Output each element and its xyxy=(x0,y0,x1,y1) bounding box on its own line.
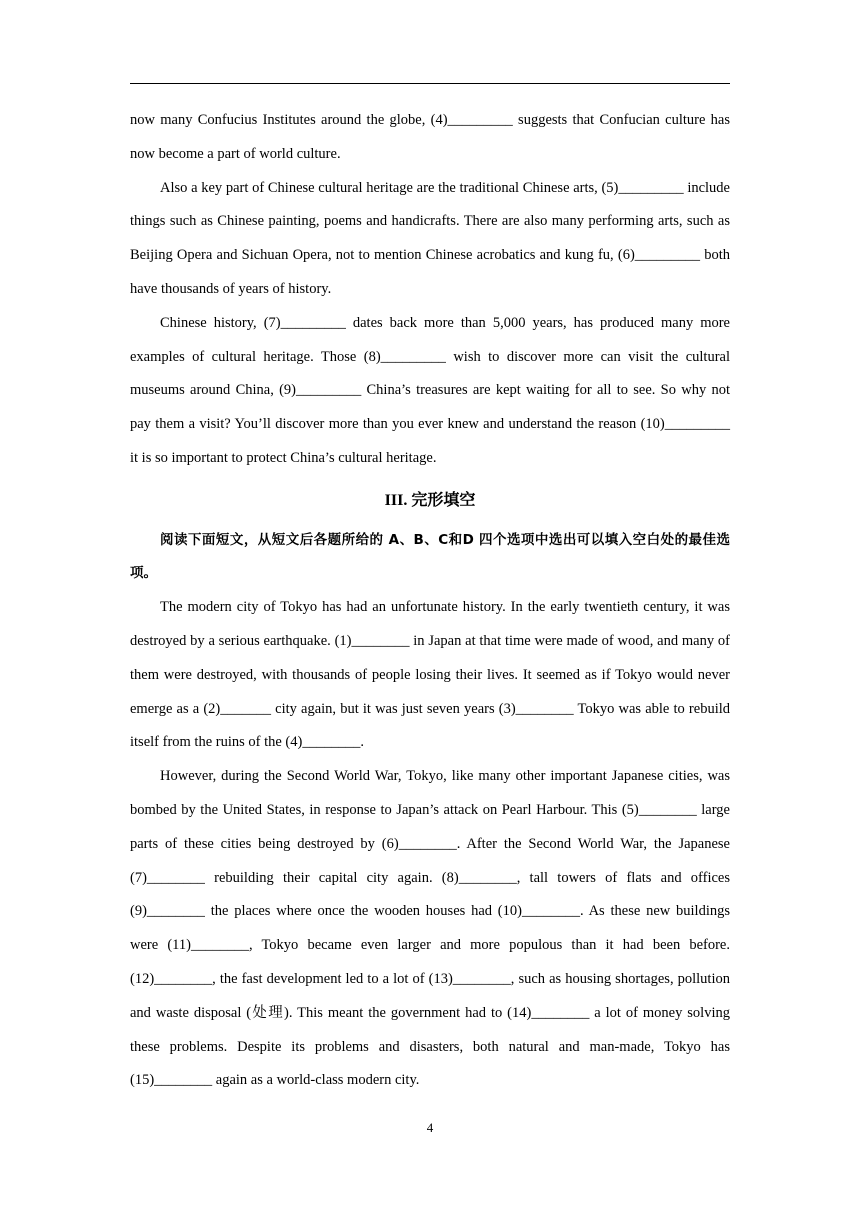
page-content xyxy=(130,104,730,1098)
section-instruction: 阅读下面短文，从短文后各题所给的 A、B、C和D 四个选项中选出可以填入空白处的最佳选项。 xyxy=(130,531,730,582)
paragraph-arts: Also a key part of Chinese cultural heritage are the traditional Chinese arts, (5)_________ include things such as Chinese painting, poems and handicrafts. There are also many performing arts, such as Beijing Opera and Sichuan Opera, not to mention Chinese acrobatics and kung fu, (6)_________ both have thousands of years of history. xyxy=(130,179,730,297)
paragraph-history: Chinese history, (7)_________ dates back more than 5,000 years, has produced many more examples of cultural heritage. Those (8)_________ wish to discover more can visit the cultural museums around China, (9)_________ China’s treasures are kept waiting for all to see. So why not pay them a visit? You’ll discover more than you ever knew and understand the reason (10)_________ it is so important to protect China’s cultural heritage. xyxy=(130,314,730,466)
section-title: III. 完形填空 xyxy=(384,491,476,509)
page-number: 4 xyxy=(426,1120,434,1135)
paragraph-tokyo-war: However, during the Second World War, Tokyo, like many other important Japanese cities, was bombed by the United States, in response to Japan’s attack on Pearl Harbour. This (5)________ large parts of these cities being destroyed by (6)________. After the Second World War, the Japanese (7)________ rebuilding their capital city again. (8)________, tall towers of flats and offices (9)________ the places where once the wooden houses had (10)________. As these new buildings were (11)________, Tokyo became even larger and more populous than it had been before. (12)________, the fast development led to a lot of (13)________, such as housing shortages, pollution and waste disposal (处理). This meant the government had to (14)________ a lot of money solving these problems. Despite its problems and disasters, both natural and man-made, Tokyo has (15)________ again as a world-class modern city. xyxy=(130,768,730,1089)
header-rule xyxy=(130,83,730,84)
paragraph-tokyo-earthquake: The modern city of Tokyo has had an unfortunate history. In the early twentieth century, it was destroyed by a serious earthquake. (1)________ in Japan at that time were made of wood, and many of them were destroyed, with thousands of people losing their lives. It seemed as if Tokyo would never emerge as a (2)_______ city again, but it was just seven years (3)________ Tokyo was able to rebuild itself from the ruins of the (4)________. xyxy=(130,599,730,751)
paragraph-confucius: now many Confucius Institutes around the globe, (4)_________ suggests that Confucian culture has now become a part of world culture. xyxy=(130,112,730,162)
